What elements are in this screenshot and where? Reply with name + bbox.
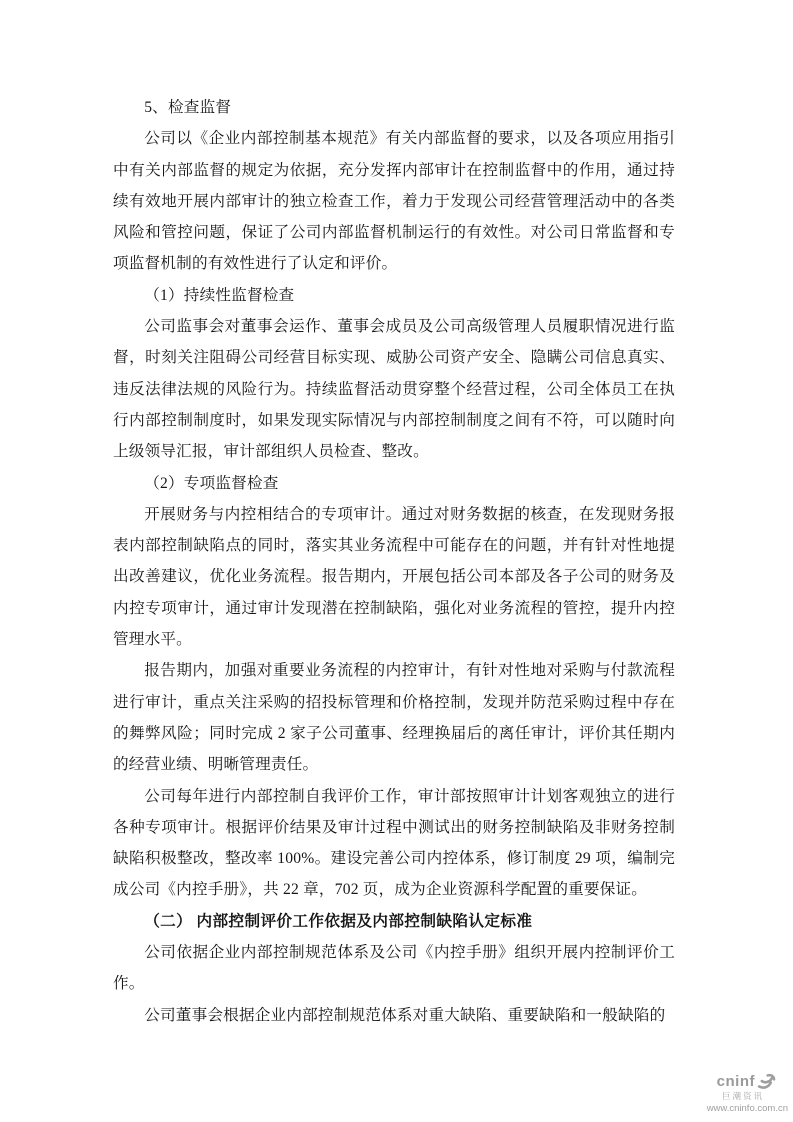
cninfo-swirl-icon — [757, 1073, 776, 1090]
paragraph: 公司每年进行内部控制自我评价工作，审计部按照审计计划客观独立的进行各种专项审计。根据评价结果及审计过程中测试出的财务控制缺陷及非财务控制缺陷积极整改，整改率 100%。建设完善公司内控体系，修订制度 29 项，编制完成公司《内控手册》，共 22 章，702 页，成为企业资源科学配置的重要保证。 — [113, 787, 675, 899]
paragraph: 公司监事会对董事会运作、董事会成员及公司高级管理人员履职情况进行监督，时刻关注阻碍公司经营目标实现、威胁公司资产安全、隐瞒公司信息真实、违反法律法规的风险行为。持续监督活动贯穿整个经营过程，公司全体员工在执行内部控制制度时，如果发现实际情况与内部控制制度之间有不符，可以随时向上级领导汇报，审计部组织人员检查、整改。 — [113, 318, 675, 461]
paragraph: 公司以《企业内部控制基本规范》有关内部监督的要求，以及各项应用指引中有关内部监督的规定为依据，充分发挥内部审计在控制监督中的作用，通过持续有效地开展内部审计的独立检查工作，着力于发现公司经营管理活动中的各类风险和管控问题，保证了公司内部监督机制运行的有效性。对公司日常监督和专项监督机制的有效性进行了认定和评价。 — [113, 130, 675, 273]
cninfo-logo-text: cninf — [716, 1073, 755, 1090]
paragraph: 公司依据企业内部控制规范体系及公司《内控手册》组织开展内控制评价工作。 — [113, 944, 675, 993]
section-heading: （2）专项监督检查 — [144, 474, 279, 492]
cninfo-url: www.cninfo.com.cn — [706, 1102, 788, 1114]
document-body — [113, 92, 675, 1031]
cninfo-logo — [707, 1073, 788, 1113]
section-heading: （1）持续性监督检查 — [144, 286, 295, 304]
paragraph: 公司董事会根据企业内部控制规范体系对重大缺陷、重要缺陷和一般缺陷的 — [144, 1006, 666, 1024]
section-heading: 5、检查监督 — [144, 99, 232, 116]
paragraph: 报告期内，加强对重要业务流程的内控审计，有针对性地对采购与付款流程进行审计，重点关注采购的招投标管理和价格控制，发现并防范采购过程中存在的舞弊风险；同时完成 2 家子公司董事、经理换届后的离任审计，评价其任期内的经营业绩、明晰管理责任。 — [113, 662, 675, 774]
section-heading: （二） 内部控制评价工作依据及内部控制缺陷认定标准 — [144, 912, 533, 930]
paragraph: 开展财务与内控相结合的专项审计。通过对财务数据的核查，在发现财务报表内部控制缺陷点的同时，落实其业务流程中可能存在的问题，并有针对性地提出改善建议，优化业务流程。报告期内，开展包括公司本部及各子公司的财务及内控专项审计，通过审计发现潜在控制缺陷，强化对业务流程的管控，提升内控管理水平。 — [113, 505, 675, 649]
cninfo-logo-row — [707, 1073, 788, 1090]
cninfo-chinese-name: 巨潮资讯 — [721, 1091, 764, 1101]
